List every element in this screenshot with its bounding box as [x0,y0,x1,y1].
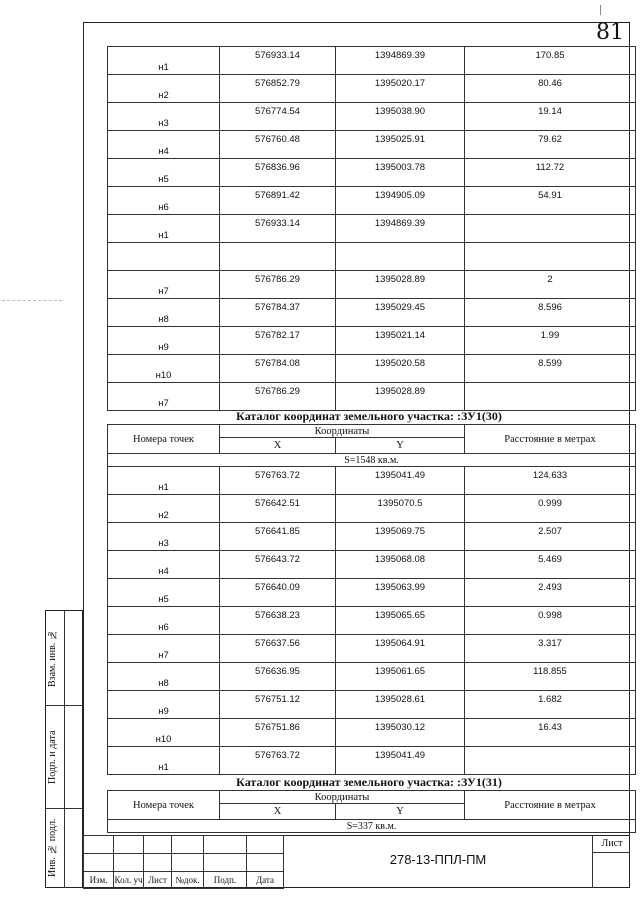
y-value: 1395030.12 [374,722,426,733]
y-value-cell [336,495,465,523]
stamp-cell [171,853,204,872]
stamp-cell [246,835,284,854]
distance-value [465,747,635,750]
distance-value-cell [465,75,636,103]
x-value: 576782.17 [255,330,300,341]
stamp-column-label: Изм. [83,871,114,889]
y-value-cell [336,523,465,551]
x-value: 576933.14 [255,218,300,229]
x-value-cell [220,747,336,775]
distance-value: 112.72 [535,162,565,173]
x-value: 576786.29 [255,274,300,285]
y-value-cell [336,299,465,327]
area-row: S=1548 кв.м. [108,454,636,467]
corner-tick [600,5,601,15]
stamp-cell [171,835,204,854]
point-name-cell [108,243,220,271]
table-row [108,663,636,691]
x-value-cell [220,607,336,635]
stamp-column-label: Подп. [203,871,247,889]
distance-value-cell [465,299,636,327]
left-stamp-rule-2 [45,808,83,809]
x-value: 576636.95 [255,666,300,677]
x-value: 576786.29 [255,386,300,397]
y-value-cell [336,355,465,383]
stamp-column-label: Кол. уч [113,871,144,889]
x-value-cell [220,131,336,159]
y-value: 1395041.49 [374,470,426,481]
distance-value-cell [465,579,636,607]
y-value [336,243,464,246]
point-name: н3 [158,118,169,129]
table-row [108,75,636,103]
x-value-cell [220,691,336,719]
point-name-cell [108,131,220,159]
point-name: н10 [155,734,172,745]
stamp-cell [113,835,144,854]
point-name: н4 [158,146,169,157]
distance-value-cell [465,523,636,551]
x-value: 576852.79 [255,78,300,89]
distance-value-cell [465,327,636,355]
table-row [108,47,636,75]
x-value-cell [220,271,336,299]
point-name-cell [108,607,220,635]
point-name: н1 [158,62,169,73]
point-name-cell [108,75,220,103]
sheet-label: Лист [601,838,623,849]
x-value-cell [220,355,336,383]
y-value-cell [336,691,465,719]
y-value-cell [336,383,465,411]
point-name-cell [108,355,220,383]
table-row [108,579,636,607]
point-name: н7 [158,650,169,661]
sheet-rule [593,852,630,853]
y-value-cell [336,215,465,243]
y-value: 1395068.08 [374,554,426,565]
point-name: н1 [158,482,169,493]
point-name-cell [108,467,220,495]
distance-value: 0.999 [538,498,562,509]
distance-value: 79.62 [538,134,562,145]
x-value: 576836.96 [255,162,300,173]
y-value: 1395028.61 [374,694,426,705]
table-row [108,187,636,215]
points-header: Номера точек [108,791,220,820]
point-name: н5 [158,594,169,605]
distance-value-cell [465,607,636,635]
area-row: S=337 кв.м. [108,820,636,833]
x-value-cell [220,495,336,523]
y-value: 1395021.14 [374,330,426,341]
x-value: 576642.51 [255,498,300,509]
catalog-title-2: Каталог координат земельного участка: :ЗУ1(30) [236,409,502,423]
distance-value: 80.46 [538,78,562,89]
y-value-cell [336,47,465,75]
stamp-cell [83,853,114,872]
table-row [108,215,636,243]
document-code: 278-13-ППЛ-ПМ [389,852,487,867]
y-value: 1395028.89 [374,386,426,397]
y-value: 1395020.17 [374,78,426,89]
stamp-column-label: №док. [171,871,204,889]
distance-value-cell [465,495,636,523]
x-value: 576641.85 [255,526,300,537]
distance-value-cell [465,383,636,411]
x-header: X [220,438,336,454]
distance-value-cell [465,551,636,579]
point-name: н4 [158,566,169,577]
point-name: н7 [158,286,169,297]
table-row [108,103,636,131]
point-name: н7 [158,398,169,409]
table-row [108,691,636,719]
table-row [108,719,636,747]
y-value-cell [336,271,465,299]
point-name-cell [108,495,220,523]
table-row [108,159,636,187]
page-number: 81 [596,20,624,45]
x-value: 576891.42 [255,190,300,201]
y-value-cell [336,75,465,103]
x-value-cell [220,635,336,663]
point-name: н8 [158,678,169,689]
x-value-cell [220,47,336,75]
y-value: 1395063.99 [374,582,426,593]
point-name: н9 [158,706,169,717]
distance-value: 118.855 [533,666,567,677]
distance-value-cell [465,103,636,131]
point-name: н1 [158,762,169,773]
x-value-cell [220,551,336,579]
stamp-cell [143,835,172,854]
distance-value-cell [465,747,636,775]
point-name: н1 [158,230,169,241]
point-name: н5 [158,174,169,185]
table-row [108,383,636,411]
point-name-cell [108,159,220,187]
distance-value-cell [465,635,636,663]
point-name-cell [108,383,220,411]
x-value: 576763.72 [255,750,300,761]
distance-value [465,215,635,218]
distance-value [465,383,635,386]
x-value [220,243,335,246]
x-value-cell [220,215,336,243]
stamp-label-sign-date: Подп. и дата [47,730,58,784]
distance-value: 170.85 [535,50,565,61]
table-row [108,131,636,159]
stamp-label-replace-inv: Взам. инв. № [47,629,58,687]
x-value: 576643.72 [255,554,300,565]
distance-value: 19.14 [538,106,562,117]
y-value: 1395020.58 [374,358,426,369]
distance-value-cell [465,215,636,243]
y-value-cell [336,579,465,607]
y-value: 1394869.39 [374,50,426,61]
x-value: 576774.54 [255,106,300,117]
y-value-cell [336,607,465,635]
x-value: 576933.14 [255,50,300,61]
table-row [108,495,636,523]
point-name: н2 [158,90,169,101]
table-row [108,243,636,271]
x-value: 576763.72 [255,470,300,481]
distance-value-cell [465,187,636,215]
distance-value: 3.317 [538,638,562,649]
point-name: н8 [158,314,169,325]
stamp-cell [113,853,144,872]
point-name-cell [108,551,220,579]
point-name-cell [108,47,220,75]
y-value-cell [336,131,465,159]
distance-value-cell [465,243,636,271]
point-name-cell [108,327,220,355]
y-value: 1394905.09 [374,190,426,201]
points-header: Номера точек [108,425,220,454]
table-row [108,299,636,327]
point-name-cell [108,103,220,131]
y-header: Y [336,438,465,454]
x-value: 576784.08 [255,358,300,369]
y-value: 1395070.5 [377,498,423,509]
y-value-cell [336,635,465,663]
distance-value: 16.43 [538,722,562,733]
x-value-cell [220,523,336,551]
table-row [108,355,636,383]
x-value-cell [220,75,336,103]
distance-value: 2 [547,274,553,285]
point-name: н2 [158,510,169,521]
stamp-cell [83,835,114,854]
distance-value-cell [465,271,636,299]
distance-value-cell [465,131,636,159]
distance-header: Расстояние в метрах [465,791,636,820]
point-name-cell [108,299,220,327]
x-value-cell [220,579,336,607]
x-value-cell [220,243,336,271]
distance-value: 2.507 [538,526,562,537]
stamp-cell [143,853,172,872]
x-value: 576640.09 [255,582,300,593]
x-value-cell [220,383,336,411]
y-value: 1395061.65 [374,666,426,677]
x-value: 576784.37 [255,302,300,313]
point-name: н3 [158,538,169,549]
catalog-header-2 [107,424,636,467]
coordinates-header: Координаты [220,791,465,804]
distance-value: 124.633 [532,470,568,481]
stamp-column-label: Дата [246,871,284,889]
catalog-header-3 [107,790,636,833]
distance-value-cell [465,467,636,495]
y-value: 1395069.75 [374,526,426,537]
point-name: н6 [158,622,169,633]
y-value-cell [336,159,465,187]
x-value: 576638.23 [255,610,300,621]
point-name-cell [108,523,220,551]
coordinates-table-1 [107,46,636,411]
y-value: 1394869.39 [374,218,426,229]
point-name-cell [108,215,220,243]
x-value: 576637.56 [255,638,300,649]
point-name-cell [108,691,220,719]
y-value: 1395064.91 [374,638,426,649]
distance-value: 1.682 [538,694,562,705]
stamp-cell [203,835,247,854]
table-row [108,271,636,299]
y-value-cell [336,719,465,747]
point-name: н6 [158,202,169,213]
point-name: н10 [155,370,172,381]
coordinates-table-2 [107,466,636,775]
stamp-label-orig-inv: Инв. № подл. [47,818,58,878]
point-name-cell [108,579,220,607]
point-name-cell [108,635,220,663]
coordinates-header: Координаты [220,425,465,438]
x-value-cell [220,103,336,131]
left-stamp-rule-1 [45,705,83,706]
distance-value: 8.599 [538,358,562,369]
stamp-column-label: Лист [143,871,172,889]
distance-value: 1.99 [540,330,560,341]
distance-value: 2.493 [538,582,562,593]
y-value-cell [336,551,465,579]
x-value-cell [220,187,336,215]
distance-header: Расстояние в метрах [465,425,636,454]
distance-value: 5.469 [538,554,562,565]
table-row [108,467,636,495]
y-value-cell [336,243,465,271]
x-value-cell [220,159,336,187]
y-value-cell [336,747,465,775]
catalog-title-3: Каталог координат земельного участка: :ЗУ1(31) [236,775,502,789]
y-header: Y [336,804,465,820]
y-value-cell [336,663,465,691]
y-value: 1395065.65 [374,610,426,621]
table-row [108,607,636,635]
table-row [108,635,636,663]
distance-value-cell [465,355,636,383]
distance-value-cell [465,691,636,719]
y-value: 1395041.49 [374,750,426,761]
distance-value: 8.596 [538,302,562,313]
y-value-cell [336,467,465,495]
distance-value-cell [465,159,636,187]
distance-value-cell [465,663,636,691]
y-value: 1395025.91 [374,134,426,145]
y-value-cell [336,103,465,131]
table-row [108,327,636,355]
x-value-cell [220,467,336,495]
distance-value-cell [465,719,636,747]
point-name-cell [108,663,220,691]
y-value: 1395029.45 [374,302,426,313]
scan-artifact-line [2,300,62,301]
point-name-cell [108,271,220,299]
point-name-cell [108,187,220,215]
stamp-cell [246,853,284,872]
y-value-cell [336,187,465,215]
table-row [108,523,636,551]
distance-value [465,243,635,246]
table-row [108,551,636,579]
x-value: 576760.48 [255,134,300,145]
y-value: 1395038.90 [374,106,426,117]
point-name-cell [108,719,220,747]
x-value-cell [220,327,336,355]
x-value: 576751.12 [255,694,300,705]
point-name: н9 [158,342,169,353]
distance-value: 54.91 [538,190,562,201]
x-value-cell [220,299,336,327]
y-value: 1395003.78 [374,162,426,173]
point-name-cell [108,747,220,775]
x-value: 576751.86 [255,722,300,733]
y-value-cell [336,327,465,355]
x-header: X [220,804,336,820]
table-row [108,747,636,775]
distance-value: 0.998 [538,610,562,621]
stamp-cell [203,853,247,872]
distance-value-cell [465,47,636,75]
x-value-cell [220,663,336,691]
y-value: 1395028.89 [374,274,426,285]
x-value-cell [220,719,336,747]
